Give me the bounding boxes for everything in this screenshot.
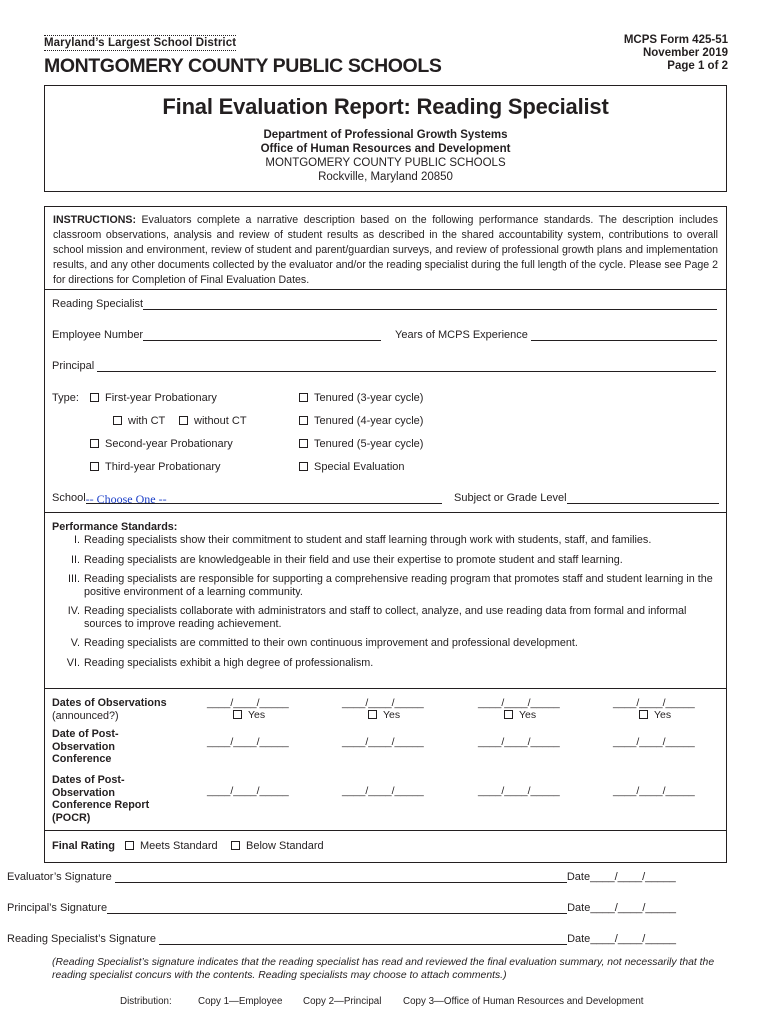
principal-row [52, 360, 716, 372]
subject-field[interactable] [567, 492, 719, 504]
employee-number-row [52, 329, 381, 341]
meets-standard-label: Meets Standard [140, 840, 218, 852]
principal-field[interactable] [97, 360, 716, 372]
standard-item [52, 605, 722, 630]
specialist-signature-row [7, 933, 676, 945]
years-experience-field[interactable] [531, 329, 717, 341]
standard-number: VI. [66, 656, 80, 669]
standard-text: Reading specialists are committed to their own continuous improvement and professional development. [84, 637, 578, 649]
standard-number: IV. [67, 605, 80, 617]
standard-text: Reading specialists are responsible for supporting a comprehensive reading program that promotes staff and student learning in the positive environment of a learning community. [84, 573, 713, 598]
pocr-date-field[interactable]: ____/____/_____ [207, 785, 289, 797]
date-label: Date [567, 902, 591, 914]
school-select[interactable] [86, 492, 442, 504]
department: Department of Professional Growth Systems [263, 129, 508, 141]
tenured-4-label: Tenured (4-year cycle) [314, 415, 424, 427]
observation-date-field[interactable]: ____/____/_____ [207, 697, 289, 709]
standard-number: I. [74, 534, 80, 546]
special-label: Special Evaluation [314, 461, 405, 473]
announced-yes-option[interactable] [368, 709, 400, 721]
announced-yes-checkbox[interactable] [233, 710, 242, 719]
announced-yes-option[interactable] [504, 709, 536, 721]
pocr-date-field[interactable]: ____/____/_____ [613, 785, 695, 797]
type-without-ct[interactable] [179, 415, 247, 427]
date-label: Date [566, 871, 591, 883]
divider [45, 830, 726, 831]
page-header [44, 30, 728, 82]
divider [45, 688, 726, 689]
type-tenured-5[interactable] [299, 438, 423, 450]
standards-title: Performance Standards: [52, 521, 178, 533]
evaluator-date-field[interactable]: ____/____/_____ [590, 871, 676, 883]
instructions [45, 207, 726, 290]
standard-item [52, 573, 722, 598]
second-year-checkbox[interactable] [90, 439, 99, 448]
standard-text: Reading specialists collaborate with administrators and staff to collect, analyze, and use reading data from formal and informal sources to improve reading achievement. [84, 605, 687, 630]
standard-text: Reading specialists exhibit a high degree of professionalism. [84, 656, 374, 669]
without-ct-checkbox[interactable] [179, 416, 188, 425]
standard-number: II. [71, 553, 80, 566]
standard-text: Reading specialists show their commitment to student and staff learning through work with students, staff, and families. [84, 534, 652, 546]
title-box [44, 85, 727, 192]
type-tenured-4[interactable] [299, 415, 423, 427]
distribution-label: Distribution: [120, 996, 172, 1007]
district-tagline: Maryland’s Largest School District [44, 37, 237, 49]
yes-label: Yes [519, 709, 537, 721]
first-year-label: First-year Probationary [105, 392, 217, 404]
performance-standards [52, 521, 722, 669]
years-experience-label: Years of MCPS Experience [395, 329, 528, 341]
pocr-date-field[interactable]: ____/____/_____ [478, 785, 560, 797]
principal-date-field[interactable]: ____/____/_____ [590, 902, 676, 914]
observation-date-field[interactable]: ____/____/_____ [613, 697, 695, 709]
reading-specialist-field[interactable] [143, 298, 717, 310]
principal-signature-row [7, 902, 676, 914]
with-ct-checkbox[interactable] [113, 416, 122, 425]
standard-item [52, 554, 722, 567]
date-label: Date [567, 933, 591, 945]
form-meta [624, 34, 728, 73]
evaluator-signature-label: Evaluator’s Signature [7, 871, 112, 883]
standard-number: III. [68, 573, 80, 585]
with-ct-label: with CT [128, 415, 166, 427]
post-conference-date-field[interactable]: ____/____/_____ [342, 736, 424, 748]
district-name: MONTGOMERY COUNTY PUBLIC SCHOOLS [44, 55, 442, 77]
pocr-date-field[interactable]: ____/____/_____ [342, 785, 424, 797]
special-checkbox[interactable] [299, 462, 308, 471]
standard-number: V. [70, 637, 80, 649]
meets-standard-checkbox[interactable] [125, 841, 134, 850]
yes-label: Yes [383, 709, 401, 721]
type-first-year[interactable] [90, 392, 217, 404]
dates-label: Dates of Observations [52, 697, 167, 709]
type-label: Type: [52, 392, 79, 404]
specialist-signature-field[interactable] [159, 933, 567, 945]
reading-specialist-row [52, 298, 717, 310]
announced-yes-option[interactable] [639, 709, 671, 721]
first-year-checkbox[interactable] [90, 393, 99, 402]
form-box [44, 206, 727, 863]
post-conference-date-field[interactable]: ____/____/_____ [478, 736, 560, 748]
below-standard-option[interactable] [231, 840, 324, 852]
school-row [52, 492, 442, 504]
yes-label: Yes [248, 709, 266, 721]
tenured-4-checkbox[interactable] [299, 416, 308, 425]
page-number: Page 1 of 2 [667, 60, 728, 72]
principal-signature-field[interactable] [107, 902, 567, 914]
evaluator-signature-field[interactable] [115, 871, 567, 883]
third-year-label: Third-year Probationary [105, 461, 221, 473]
tenured-5-label: Tenured (5-year cycle) [314, 438, 424, 450]
announced-yes-checkbox[interactable] [368, 710, 377, 719]
form-number: MCPS Form 425-51 [623, 34, 728, 46]
school-label: School [52, 492, 86, 504]
signature-note: (Reading Specialist’s signature indicates that the reading specialist has read and reviewed the final evaluation summary, not necessarily that the reading specialist concurs with the contents. Reading specialists may choose to attach comments.) [52, 957, 715, 981]
organization: MONTGOMERY COUNTY PUBLIC SCHOOLS [265, 157, 506, 169]
third-year-checkbox[interactable] [90, 462, 99, 471]
tenured-3-checkbox[interactable] [299, 393, 308, 402]
observation-date-field[interactable]: ____/____/_____ [342, 697, 424, 709]
below-standard-checkbox[interactable] [231, 841, 240, 850]
post-conference-date-field[interactable]: ____/____/_____ [613, 736, 695, 748]
type-tenured-3[interactable] [299, 392, 423, 404]
instructions-label: INSTRUCTIONS: [53, 214, 136, 226]
type-third-year[interactable] [90, 461, 221, 473]
without-ct-label: without CT [194, 415, 247, 427]
subject-row [454, 492, 719, 504]
tenured-3-label: Tenured (3-year cycle) [314, 392, 424, 404]
city: Rockville, Maryland 20850 [318, 171, 453, 183]
standard-item [52, 637, 722, 650]
principal-label: Principal [52, 360, 95, 372]
type-special[interactable] [299, 461, 405, 473]
standard-item [52, 534, 722, 547]
yes-label: Yes [654, 709, 672, 721]
school-select-value: -- Choose One -- [85, 492, 167, 506]
announced-yes-option[interactable] [233, 709, 265, 721]
divider [45, 512, 726, 513]
employee-number-label: Employee Number [52, 329, 144, 341]
standard-text: Reading specialists are knowledgeable in their field and use their expertise to promote student and staff learning. [84, 553, 623, 566]
instructions-text: Evaluators complete a narrative description based on the following performance standards. The description includes classroom observations, analysis and review of student results as described in the shared accountability system, contributions to overall school mission and environment, review of student and parent/guardian surveys, and review of professional growth plans and implementation results, and any other documents collected by the evaluator and/or the reading specialist during the full length of the cycle. Please see Page 2 for directions for Completion of Final Evaluation Dates. [53, 214, 718, 286]
post-conference-label: Date of Post- Observation Conference [52, 728, 119, 765]
evaluator-signature-row [7, 871, 676, 883]
second-year-label: Second-year Probationary [105, 438, 233, 450]
announced-yes-checkbox[interactable] [504, 710, 513, 719]
employee-number-field[interactable] [143, 329, 381, 341]
observation-date-field[interactable]: ____/____/_____ [478, 697, 560, 709]
distribution-copy-2: Copy 2—Principal [303, 996, 382, 1007]
standard-item [52, 657, 722, 670]
form-date: November 2019 [642, 47, 728, 59]
principal-signature-label: Principal’s Signature [7, 902, 108, 914]
office: Office of Human Resources and Development [260, 143, 511, 155]
below-standard-label: Below Standard [246, 840, 324, 852]
tenured-5-checkbox[interactable] [299, 439, 308, 448]
type-with-ct[interactable] [113, 415, 165, 427]
years-experience-row [395, 329, 717, 341]
meets-standard-option[interactable] [125, 840, 218, 852]
dates-of-observations-label [52, 697, 167, 722]
distribution-copy-3: Copy 3—Office of Human Resources and Development [403, 996, 644, 1007]
final-rating-label: Final Rating [52, 840, 115, 852]
pocr-label: Dates of Post- Observation Conference Report (POCR) [52, 774, 150, 824]
type-second-year[interactable] [90, 438, 233, 450]
announced-label: (announced?) [52, 709, 119, 722]
specialist-signature-label: Reading Specialist’s Signature [7, 933, 156, 945]
subject-label: Subject or Grade Level [454, 492, 567, 504]
post-conference-date-field[interactable]: ____/____/_____ [207, 736, 289, 748]
page-title: Final Evaluation Report: Reading Specialist [162, 94, 609, 119]
specialist-date-field[interactable]: ____/____/_____ [590, 933, 676, 945]
announced-yes-checkbox[interactable] [639, 710, 648, 719]
reading-specialist-label: Reading Specialist [52, 298, 144, 310]
distribution-copy-1: Copy 1—Employee [198, 996, 283, 1007]
